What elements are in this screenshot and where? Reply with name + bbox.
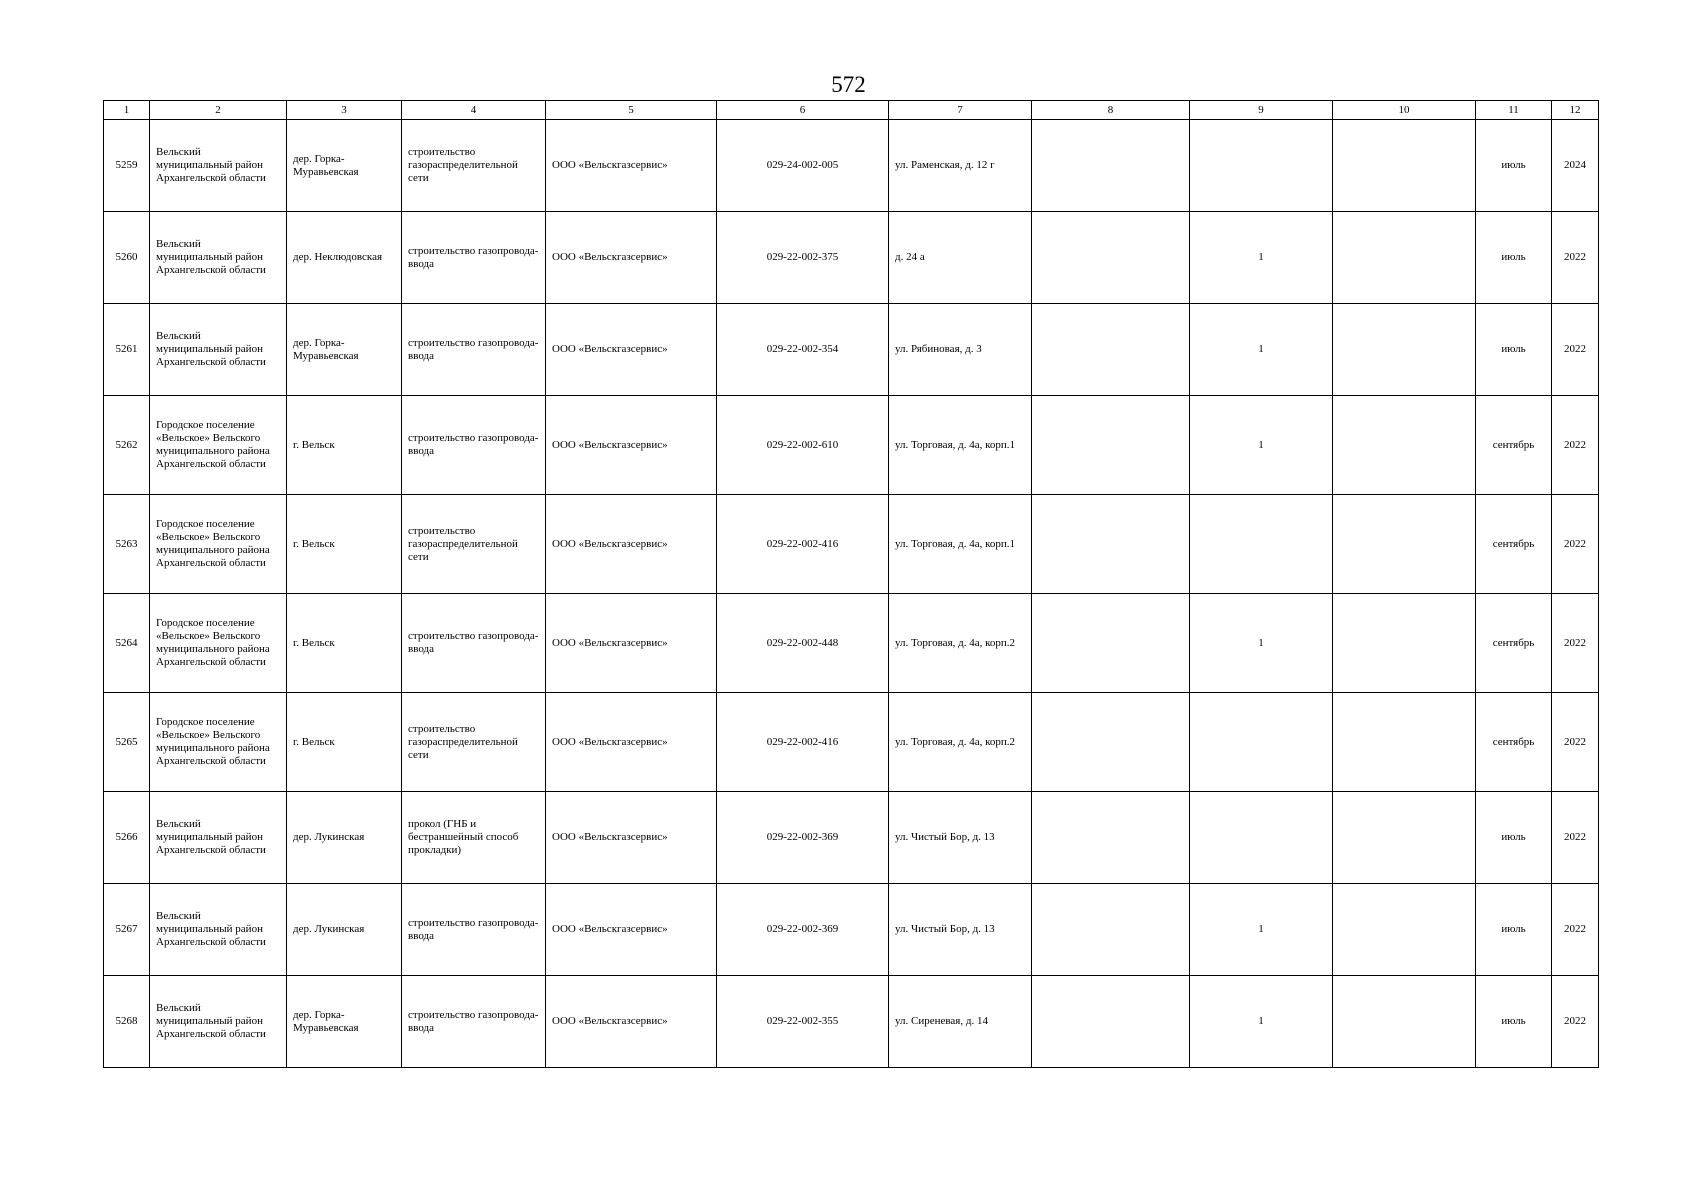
- cell-municipality: Вельский муниципальный район Архангельской области: [150, 976, 287, 1068]
- cell-address: ул. Рябиновая, д. 3: [889, 304, 1032, 396]
- cell-work: строительство газопровода-ввода: [402, 396, 546, 495]
- cell-address: ул. Раменская, д. 12 г: [889, 120, 1032, 212]
- column-header: 6: [717, 101, 889, 120]
- cell-col9: 1: [1190, 212, 1333, 304]
- column-header: 9: [1190, 101, 1333, 120]
- cell-number: 5264: [104, 594, 150, 693]
- column-header: 10: [1333, 101, 1476, 120]
- cell-work: строительство газораспределительной сети: [402, 495, 546, 594]
- column-header: 4: [402, 101, 546, 120]
- cell-month: сентябрь: [1476, 495, 1552, 594]
- cell-col10: [1333, 120, 1476, 212]
- cell-settlement: дер. Горка-Муравьевская: [287, 304, 402, 396]
- cell-month: июль: [1476, 120, 1552, 212]
- table-row: [104, 304, 1599, 396]
- cell-code: 029-22-002-375: [717, 212, 889, 304]
- cell-municipality: Городское поселение «Вельское» Вельского муниципального района Архангельской области: [150, 396, 287, 495]
- cell-year: 2024: [1552, 120, 1599, 212]
- cell-month: сентябрь: [1476, 693, 1552, 792]
- cell-address: ул. Торговая, д. 4а, корп.1: [889, 495, 1032, 594]
- cell-month: сентябрь: [1476, 396, 1552, 495]
- cell-number: 5268: [104, 976, 150, 1068]
- cell-municipality: Городское поселение «Вельское» Вельского муниципального района Архангельской области: [150, 495, 287, 594]
- cell-number: 5267: [104, 884, 150, 976]
- column-header: 3: [287, 101, 402, 120]
- cell-month: июль: [1476, 304, 1552, 396]
- cell-organization: ООО «Вельскгазсервис»: [546, 304, 717, 396]
- cell-address: ул. Торговая, д. 4а, корп.2: [889, 594, 1032, 693]
- cell-number: 5262: [104, 396, 150, 495]
- table-row: [104, 396, 1599, 495]
- cell-number: 5265: [104, 693, 150, 792]
- cell-work: строительство газопровода-ввода: [402, 594, 546, 693]
- cell-year: 2022: [1552, 495, 1599, 594]
- cell-address: ул. Сиреневая, д. 14: [889, 976, 1032, 1068]
- cell-municipality: Вельский муниципальный район Архангельской области: [150, 212, 287, 304]
- cell-address: ул. Чистый Бор, д. 13: [889, 792, 1032, 884]
- table-row: [104, 120, 1599, 212]
- cell-municipality: Городское поселение «Вельское» Вельского муниципального района Архангельской области: [150, 594, 287, 693]
- cell-col10: [1333, 792, 1476, 884]
- cell-code: 029-22-002-416: [717, 693, 889, 792]
- cell-month: июль: [1476, 884, 1552, 976]
- cell-month: сентябрь: [1476, 594, 1552, 693]
- cell-number: 5263: [104, 495, 150, 594]
- column-header: 5: [546, 101, 717, 120]
- table-body: [104, 120, 1599, 1068]
- table-header: [104, 101, 1599, 120]
- cell-municipality: Вельский муниципальный район Архангельской области: [150, 884, 287, 976]
- cell-address: д. 24 а: [889, 212, 1032, 304]
- cell-year: 2022: [1552, 884, 1599, 976]
- cell-col10: [1333, 976, 1476, 1068]
- header-row: [104, 101, 1599, 120]
- cell-col9: [1190, 495, 1333, 594]
- cell-settlement: дер. Лукинская: [287, 792, 402, 884]
- cell-organization: ООО «Вельскгазсервис»: [546, 693, 717, 792]
- cell-work: строительство газораспределительной сети: [402, 120, 546, 212]
- cell-address: ул. Торговая, д. 4а, корп.1: [889, 396, 1032, 495]
- cell-col10: [1333, 693, 1476, 792]
- cell-col9: 1: [1190, 304, 1333, 396]
- cell-month: июль: [1476, 976, 1552, 1068]
- cell-col8: [1032, 304, 1190, 396]
- cell-code: 029-22-002-610: [717, 396, 889, 495]
- cell-col9: 1: [1190, 976, 1333, 1068]
- cell-settlement: г. Вельск: [287, 495, 402, 594]
- table-row: [104, 792, 1599, 884]
- column-header: 12: [1552, 101, 1599, 120]
- cell-code: 029-22-002-369: [717, 792, 889, 884]
- cell-col8: [1032, 495, 1190, 594]
- column-header: 11: [1476, 101, 1552, 120]
- cell-municipality: Вельский муниципальный район Архангельской области: [150, 304, 287, 396]
- cell-year: 2022: [1552, 594, 1599, 693]
- cell-year: 2022: [1552, 693, 1599, 792]
- cell-year: 2022: [1552, 792, 1599, 884]
- column-header: 1: [104, 101, 150, 120]
- cell-settlement: г. Вельск: [287, 396, 402, 495]
- cell-col9: 1: [1190, 594, 1333, 693]
- cell-work: строительство газопровода-ввода: [402, 304, 546, 396]
- table-row: [104, 976, 1599, 1068]
- cell-organization: ООО «Вельскгазсервис»: [546, 594, 717, 693]
- cell-municipality: Вельский муниципальный район Архангельской области: [150, 792, 287, 884]
- column-header: 8: [1032, 101, 1190, 120]
- column-header: 2: [150, 101, 287, 120]
- cell-work: строительство газопровода-ввода: [402, 212, 546, 304]
- cell-organization: ООО «Вельскгазсервис»: [546, 884, 717, 976]
- cell-organization: ООО «Вельскгазсервис»: [546, 120, 717, 212]
- cell-col8: [1032, 976, 1190, 1068]
- cell-address: ул. Торговая, д. 4а, корп.2: [889, 693, 1032, 792]
- cell-organization: ООО «Вельскгазсервис»: [546, 212, 717, 304]
- cell-organization: ООО «Вельскгазсервис»: [546, 495, 717, 594]
- cell-organization: ООО «Вельскгазсервис»: [546, 976, 717, 1068]
- table-row: [104, 594, 1599, 693]
- cell-year: 2022: [1552, 396, 1599, 495]
- cell-organization: ООО «Вельскгазсервис»: [546, 396, 717, 495]
- cell-col10: [1333, 396, 1476, 495]
- cell-col10: [1333, 884, 1476, 976]
- cell-col10: [1333, 594, 1476, 693]
- cell-col10: [1333, 495, 1476, 594]
- cell-address: ул. Чистый Бор, д. 13: [889, 884, 1032, 976]
- registry-table: [103, 100, 1599, 1068]
- cell-code: 029-24-002-005: [717, 120, 889, 212]
- cell-col9: [1190, 693, 1333, 792]
- cell-number: 5266: [104, 792, 150, 884]
- cell-settlement: г. Вельск: [287, 594, 402, 693]
- cell-municipality: Городское поселение «Вельское» Вельского муниципального района Архангельской области: [150, 693, 287, 792]
- cell-settlement: г. Вельск: [287, 693, 402, 792]
- cell-work: строительство газопровода-ввода: [402, 884, 546, 976]
- cell-settlement: дер. Неклюдовская: [287, 212, 402, 304]
- cell-year: 2022: [1552, 976, 1599, 1068]
- table-row: [104, 495, 1599, 594]
- cell-col9: 1: [1190, 396, 1333, 495]
- cell-col8: [1032, 120, 1190, 212]
- cell-settlement: дер. Лукинская: [287, 884, 402, 976]
- cell-col8: [1032, 792, 1190, 884]
- cell-code: 029-22-002-369: [717, 884, 889, 976]
- column-header: 7: [889, 101, 1032, 120]
- cell-col9: 1: [1190, 884, 1333, 976]
- cell-code: 029-22-002-354: [717, 304, 889, 396]
- cell-work: строительство газопровода-ввода: [402, 976, 546, 1068]
- cell-col8: [1032, 884, 1190, 976]
- cell-month: июль: [1476, 212, 1552, 304]
- cell-year: 2022: [1552, 304, 1599, 396]
- cell-col9: [1190, 792, 1333, 884]
- cell-month: июль: [1476, 792, 1552, 884]
- cell-col8: [1032, 212, 1190, 304]
- cell-col9: [1190, 120, 1333, 212]
- cell-col10: [1333, 304, 1476, 396]
- cell-number: 5260: [104, 212, 150, 304]
- cell-code: 029-22-002-448: [717, 594, 889, 693]
- table-row: [104, 693, 1599, 792]
- cell-settlement: дер. Горка-Муравьевская: [287, 120, 402, 212]
- cell-settlement: дер. Горка-Муравьевская: [287, 976, 402, 1068]
- cell-year: 2022: [1552, 212, 1599, 304]
- cell-col8: [1032, 396, 1190, 495]
- cell-number: 5259: [104, 120, 150, 212]
- table-row: [104, 212, 1599, 304]
- cell-work: строительство газораспределительной сети: [402, 693, 546, 792]
- cell-number: 5261: [104, 304, 150, 396]
- cell-code: 029-22-002-355: [717, 976, 889, 1068]
- cell-organization: ООО «Вельскгазсервис»: [546, 792, 717, 884]
- cell-code: 029-22-002-416: [717, 495, 889, 594]
- cell-col8: [1032, 693, 1190, 792]
- cell-col8: [1032, 594, 1190, 693]
- cell-municipality: Вельский муниципальный район Архангельской области: [150, 120, 287, 212]
- page-number: 572: [831, 72, 866, 97]
- cell-col10: [1333, 212, 1476, 304]
- table-row: [104, 884, 1599, 976]
- cell-work: прокол (ГНБ и бестраншейный способ прокладки): [402, 792, 546, 884]
